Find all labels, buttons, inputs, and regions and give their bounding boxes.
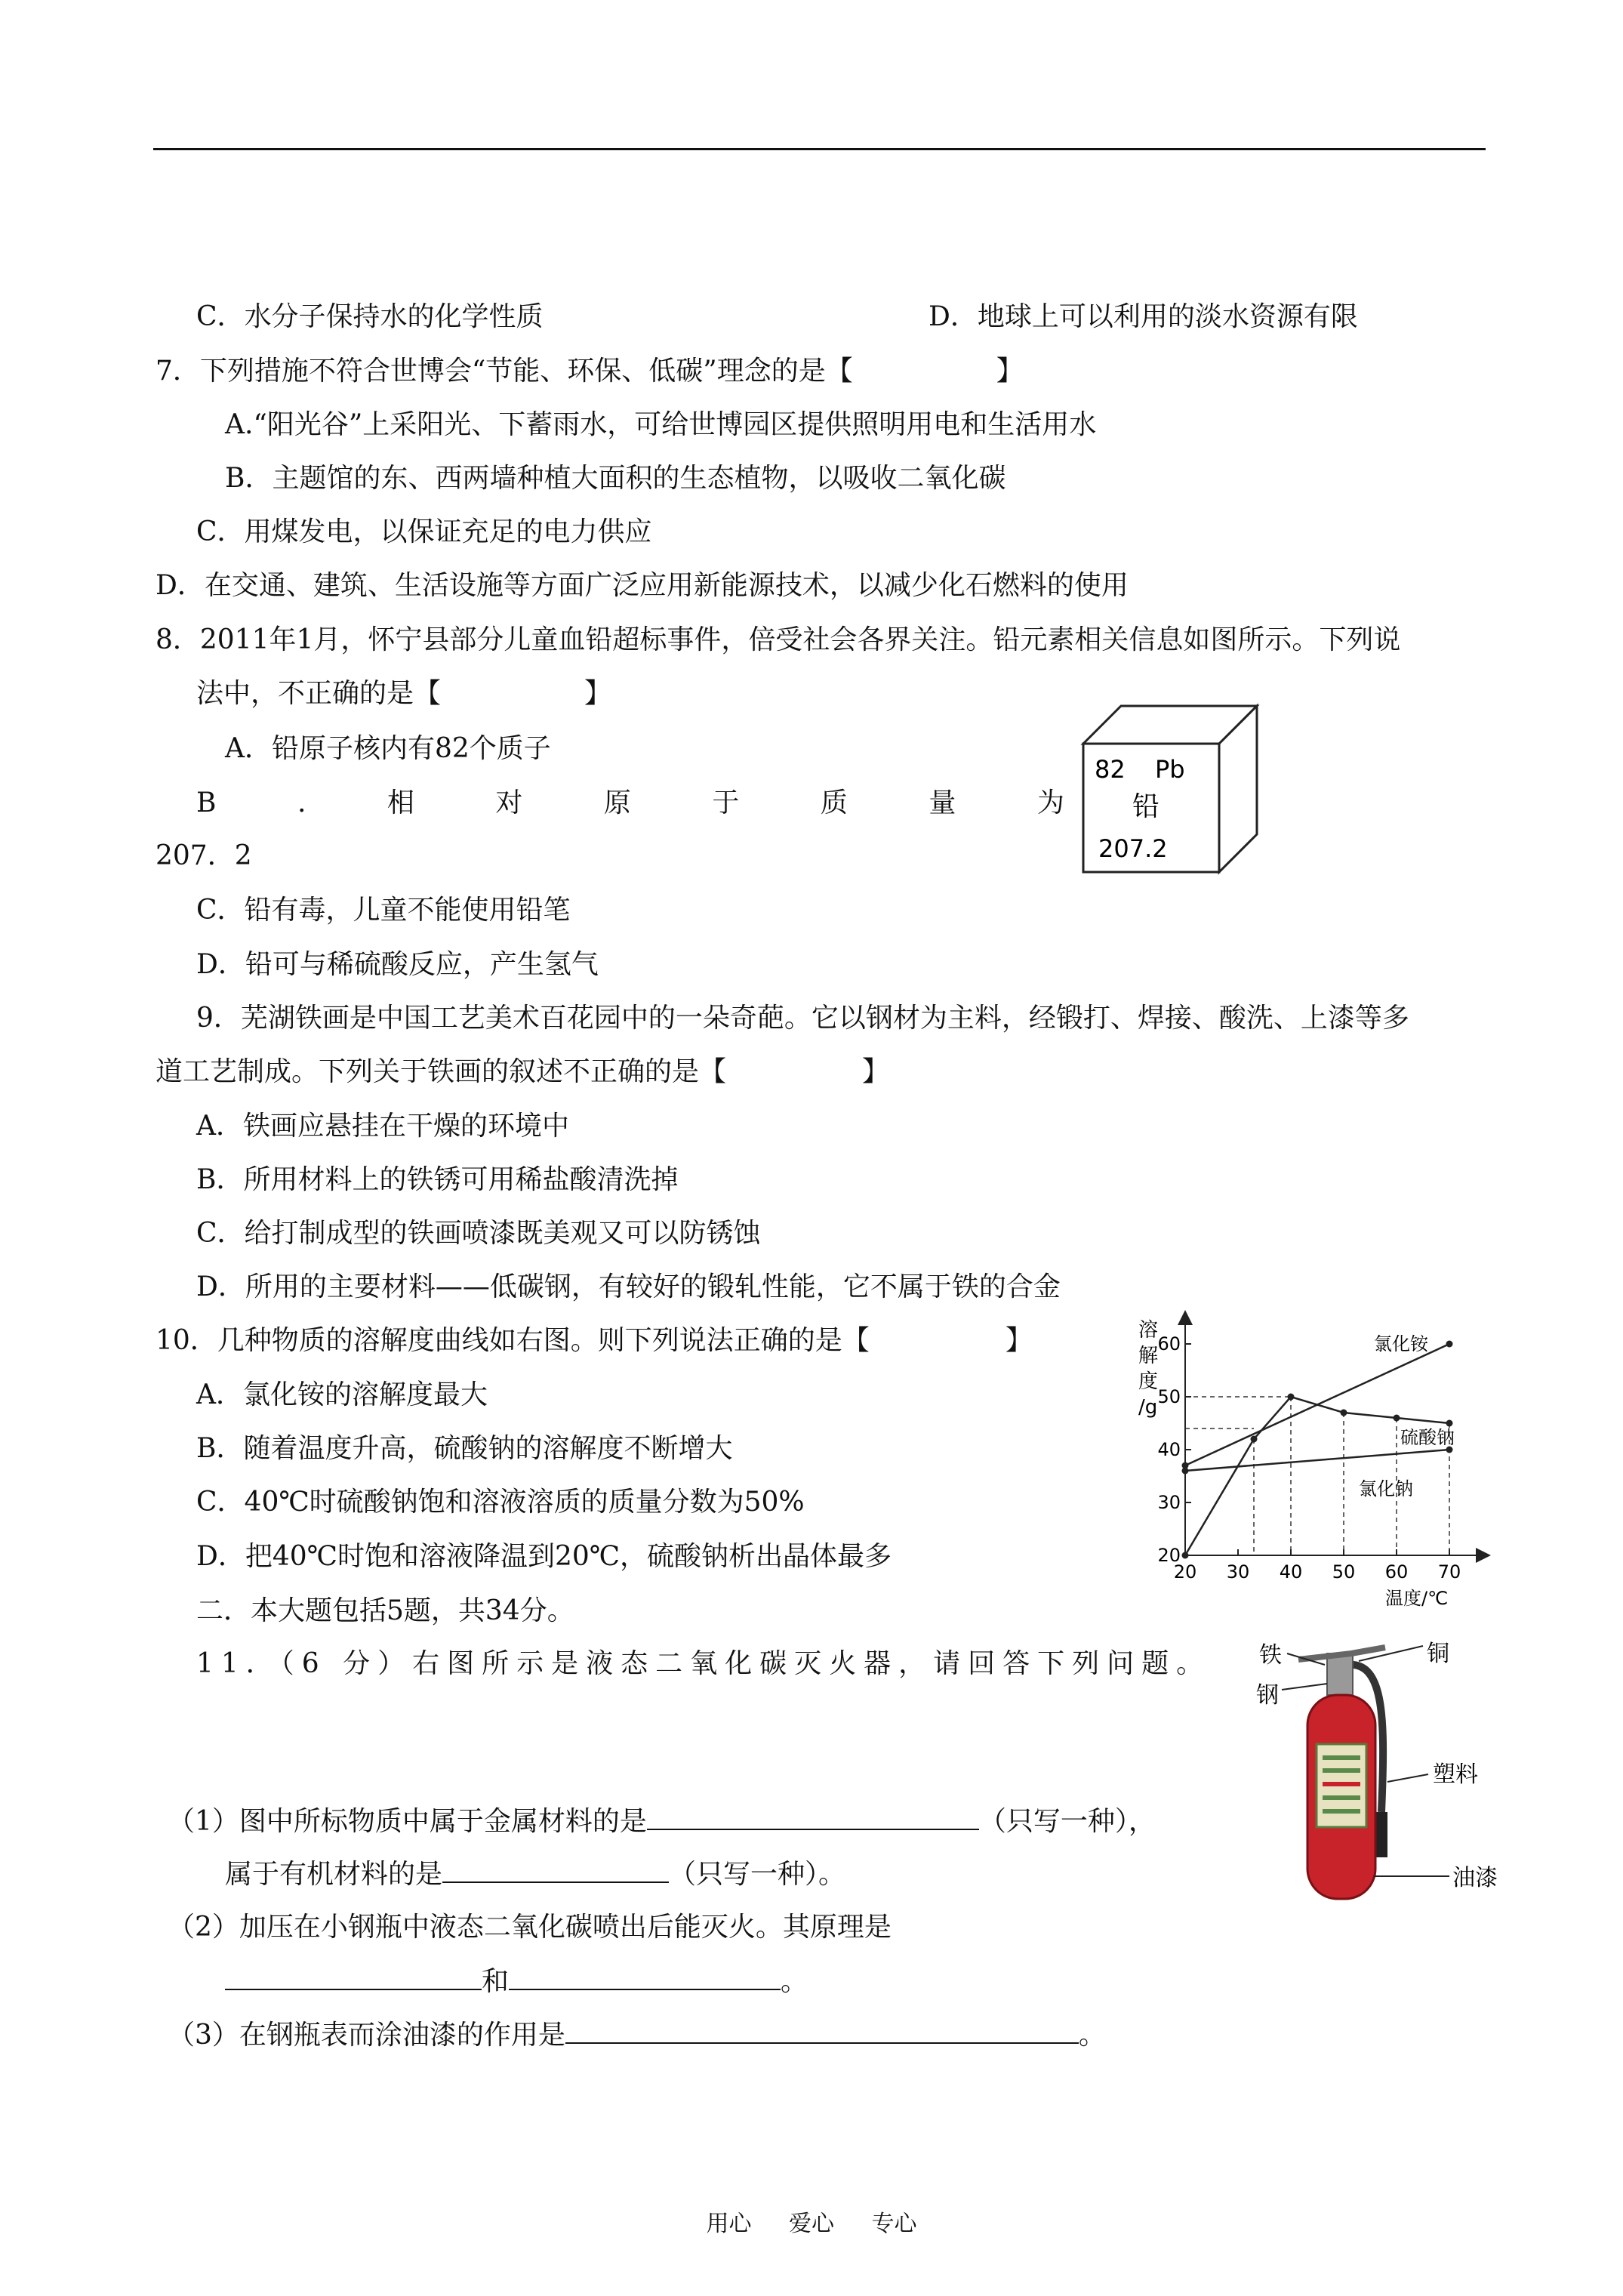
q11-stem: 11．（6 分）右图所示是液态二氧化碳灭火器，请回答下列问题。: [196, 1648, 1212, 1679]
q8-option-b-char: 质: [820, 787, 848, 818]
x-tick-label: 30: [1226, 1561, 1250, 1583]
series-point: [1182, 1468, 1189, 1475]
q11-part3-blank[interactable]: [565, 2018, 1079, 2044]
series-point: [1446, 1341, 1453, 1348]
q9-stem-text: 道工艺制成。下列关于铁画的叙述不正确的是【: [156, 1056, 727, 1087]
q11-part1b-tail: （只写一种）。: [669, 1859, 846, 1890]
q8-option-b-char: 对: [495, 787, 523, 818]
series-point: [1341, 1410, 1347, 1416]
label-iron: 铁: [1259, 1642, 1282, 1669]
q11-part2-and: 和: [482, 1966, 510, 1997]
q7-bracket-close: 】: [996, 356, 1024, 387]
q11-part3: [168, 2018, 1106, 2052]
header-rule: [153, 148, 1486, 150]
q11-part2: （2）加压在小钢瓶中液态二氧化碳喷出后能灭火。其原理是: [168, 1912, 892, 1943]
q8-option-d: D．铅可与稀硫酸反应，产生氢气: [196, 949, 599, 980]
y-tick-label: 40: [1157, 1439, 1181, 1460]
label-steel: 钢: [1256, 1682, 1279, 1709]
q8-bracket-close: 】: [584, 678, 612, 709]
q8-option-b-char: 为: [1036, 787, 1064, 818]
x-tick-label: 70: [1437, 1561, 1461, 1583]
q8-option-b-tail: 207．2: [156, 840, 252, 871]
element-mass: 207.2: [1098, 834, 1168, 863]
q7-option-a: A.“阳光谷”上采阳光、下蓄雨水，可给世博园区提供照明用电和生活用水: [225, 409, 1097, 440]
q9-stem-line2: [156, 1056, 889, 1089]
page-footer: 用心 爱心 专心: [706, 2211, 917, 2237]
q8-stem-line2: [196, 677, 611, 710]
q11-part1a-text: （1）图中所标物质中属于金属材料的是: [168, 1806, 647, 1837]
series-point: [1394, 1415, 1400, 1422]
q8-stem-line1: 8．2011年1月，怀宁县部分儿童血铅超标事件，倍受社会各界关注。铅元素相关信息如图所示。下列说: [156, 624, 1401, 655]
series-line: [1185, 1397, 1449, 1555]
q8-option-b-char: 原: [603, 787, 631, 818]
label-paint: 油漆: [1452, 1865, 1498, 1891]
q10-stem: [156, 1324, 1033, 1358]
q8-option-b-char: B: [196, 787, 217, 818]
q7-stem: [156, 355, 1024, 388]
element-name: 铅: [1132, 791, 1160, 822]
q11-part1a-blank[interactable]: [647, 1804, 979, 1830]
y-axis-label: 度: [1138, 1370, 1159, 1393]
q8-option-b-char: 量: [929, 787, 956, 818]
y-tick-label: 30: [1157, 1492, 1181, 1513]
q11-part1b-blank[interactable]: [442, 1857, 669, 1883]
q11-part2-blank-1[interactable]: [225, 1965, 482, 1990]
q10-option-c: C．40℃时硫酸钠饱和溶液溶质的质量分数为50%: [196, 1487, 805, 1518]
extinguisher-nozzle: [1375, 1812, 1387, 1857]
series-label: 硫酸钠: [1400, 1427, 1455, 1448]
series-point: [1288, 1394, 1295, 1401]
q9-bracket-close: 】: [862, 1056, 890, 1087]
q9-option-d: D．所用的主要材料——低碳钢，有较好的锻轧性能，它不属于铁的合金: [196, 1271, 1061, 1302]
q7-option-d: D．在交通、建筑、生活设施等方面广泛应用新能源技术，以减少化石燃料的使用: [156, 570, 1129, 601]
series-point: [1446, 1420, 1453, 1427]
q6-option-d: D．地球上可以利用的淡水资源有限: [929, 301, 1358, 332]
solubility-chart: [1132, 1306, 1495, 1616]
x-axis-label: 温度/℃: [1385, 1588, 1449, 1609]
y-axis-label: 解: [1138, 1345, 1159, 1367]
q10-stem-text: 10．几种物质的溶解度曲线如右图。则下列说法正确的是【: [156, 1325, 870, 1356]
q11-part1b: [225, 1857, 845, 1891]
q8-option-c: C．铅有毒，儿童不能使用铅笔: [196, 895, 571, 926]
label-copper: 铜: [1427, 1641, 1449, 1667]
q6-option-c: C．水分子保持水的化学性质: [196, 301, 544, 332]
x-tick-label: 40: [1279, 1561, 1303, 1583]
y-axis-label: /g: [1138, 1396, 1158, 1419]
q11-part2-blank-2[interactable]: [509, 1965, 781, 1990]
q8-stem-text: 法中，不正确的是【: [196, 678, 442, 709]
q11-part1a: [168, 1804, 1156, 1838]
series-line: [1185, 1450, 1449, 1471]
q11-part1a-tail: （只写一种），: [978, 1806, 1156, 1837]
q10-option-d: D．把40℃时饱和溶液降温到20℃，硫酸钠析出晶体最多: [196, 1541, 892, 1572]
section-2-heading: 二．本大题包括5题，共34分。: [196, 1595, 574, 1626]
q11-part2-blanks: [225, 1965, 808, 1999]
extinguisher-valve: [1327, 1653, 1353, 1695]
y-tick-label: 20: [1157, 1545, 1181, 1566]
label-plastic: 塑料: [1433, 1761, 1478, 1788]
q9-option-b: B．所用材料上的铁锈可用稀盐酸清洗掉: [196, 1164, 679, 1195]
q7-stem-text: 7．下列措施不符合世博会“节能、环保、低碳”理念的是【: [156, 356, 853, 387]
fire-extinguisher-figure: [1253, 1631, 1510, 1910]
q9-option-c: C．给打制成型的铁画喷漆既美观又可以防锈蚀: [196, 1218, 761, 1249]
x-tick-label: 60: [1384, 1561, 1409, 1583]
q8-option-b: [196, 787, 1064, 820]
q7-option-c: C．用煤发电，以保证充足的电力供应: [196, 516, 652, 547]
series-label: 氯化钠: [1359, 1478, 1413, 1499]
y-tick-label: 50: [1157, 1386, 1181, 1407]
q9-stem-line1: 9．芜湖铁画是中国工艺美术百花园中的一朵奇葩。它以钢材为主料，经锻打、焊接、酸洗、上漆等多: [196, 1003, 1409, 1034]
series-label: 氯化铵: [1374, 1333, 1428, 1354]
element-symbol: Pb: [1155, 755, 1185, 784]
y-tick-label: 60: [1157, 1333, 1181, 1354]
q8-option-a: A．铅原子核内有82个质子: [225, 733, 551, 764]
q8-option-b-char: 于: [712, 787, 740, 818]
x-tick-label: 50: [1332, 1561, 1356, 1583]
q9-option-a: A．铁画应悬挂在干燥的环境中: [196, 1111, 569, 1142]
q10-option-a: A．氯化铵的溶解度最大: [196, 1379, 488, 1410]
y-axis-label: 溶: [1138, 1319, 1159, 1342]
q11-part2-end: 。: [781, 1966, 808, 1997]
q11-part3-end: 。: [1078, 2020, 1106, 2051]
q10-bracket-close: 】: [1005, 1325, 1033, 1356]
q8-option-b-char: 相: [387, 787, 414, 818]
q11-part3-text: （3）在钢瓶表而涂油漆的作用是: [168, 2020, 565, 2051]
q8-option-b-char: .: [297, 787, 306, 818]
lead-element-cube: [1076, 698, 1264, 880]
x-tick-label: 20: [1173, 1561, 1197, 1583]
element-number: 82: [1095, 755, 1126, 784]
series-point: [1251, 1436, 1258, 1443]
q10-option-b: B．随着温度升高，硫酸钠的溶解度不断增大: [196, 1433, 733, 1464]
q11-part1b-text: 属于有机材料的是: [225, 1859, 443, 1890]
q7-option-b: B．主题馆的东、西两墙种植大面积的生态植物，以吸收二氧化碳: [225, 463, 1006, 494]
